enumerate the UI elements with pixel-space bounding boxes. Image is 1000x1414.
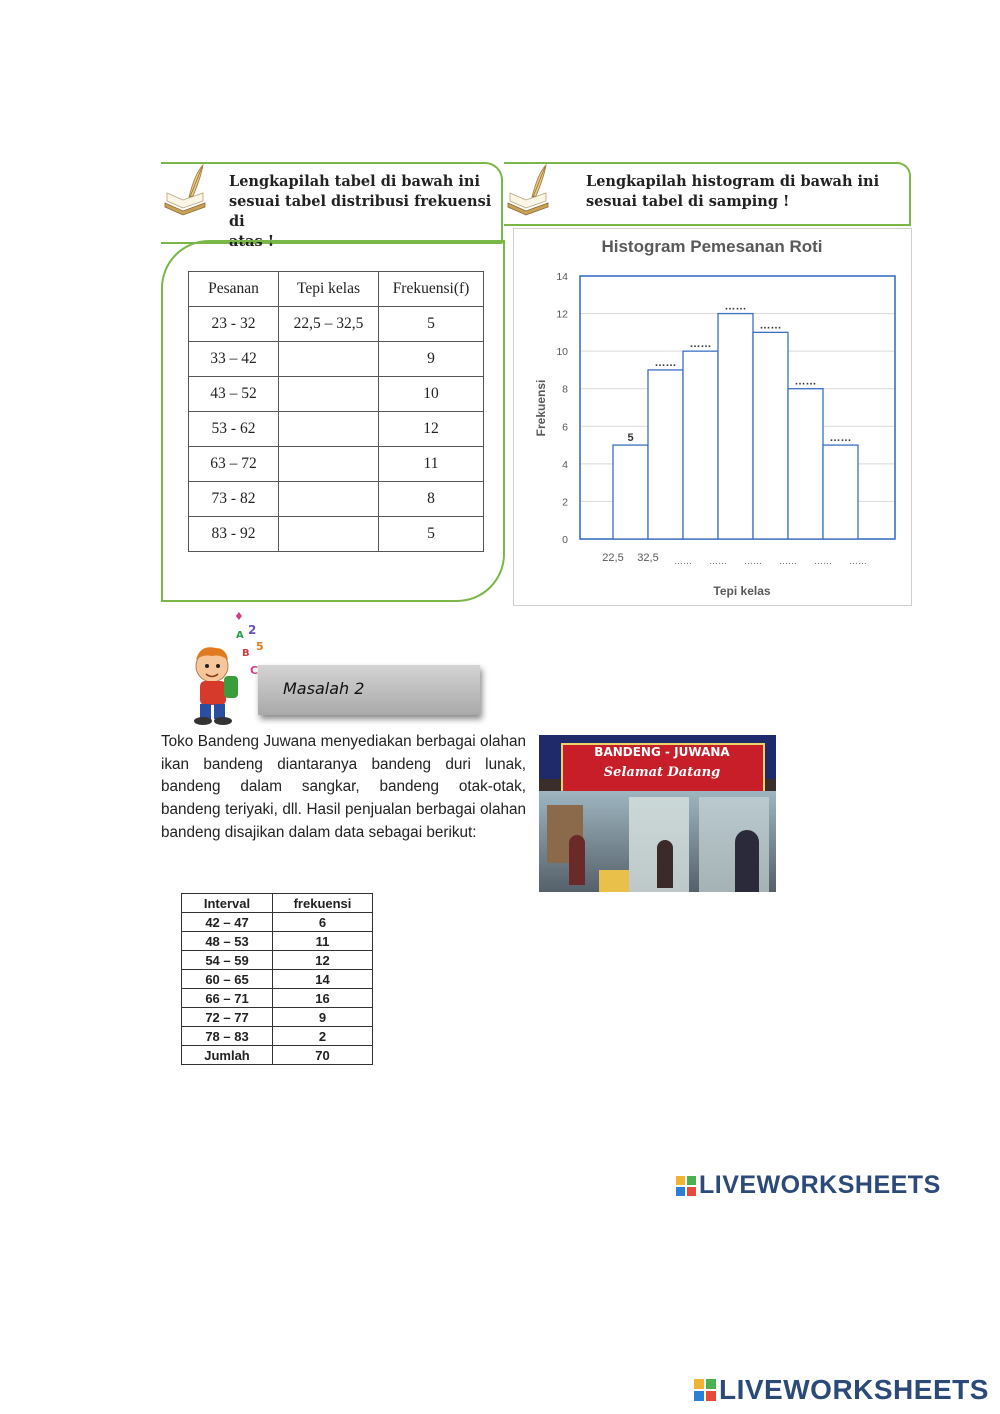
header-frekuensi: Frekuensi(f): [379, 272, 484, 307]
histogram-bar: [823, 445, 858, 539]
y-tick-label: 0: [562, 534, 568, 546]
liveworksheets-logo-text: LIVEWORKSHEETS: [699, 1171, 941, 1199]
histogram-chart: [513, 228, 911, 605]
table-row: [189, 342, 484, 377]
problem-banner: [258, 665, 480, 715]
svg-text:♦: ♦: [234, 610, 244, 623]
problem-paragraph: Toko Bandeng Juwana menyediakan berbagai olahan ikan bandeng diantaranya bandeng duri lunak, bandeng dalam sangkar, bandeng otak-otak, bandeng teriyaki, dll. Hasil penjualan berbagai olahan bandeng disajikan dalam data sebagai berikut:: [161, 733, 526, 841]
table-row: [182, 1027, 373, 1046]
header-frekuensi: frekuensi: [273, 894, 373, 913]
bar-value-label: ……: [759, 319, 782, 332]
interval-cell: 60 – 65: [182, 970, 273, 989]
instruction-left-line-3: atas !: [229, 233, 275, 250]
frekuensi-cell: 8: [379, 482, 484, 517]
liveworksheets-blocks-icon: [676, 1176, 696, 1196]
table-row: [189, 307, 484, 342]
frekuensi-cell: 10: [379, 377, 484, 412]
histogram-bar: [753, 332, 788, 539]
y-tick-label: 12: [556, 308, 568, 321]
chart-title: Histogram Pemesanan Roti: [601, 237, 823, 256]
header-pesanan: Pesanan: [189, 272, 279, 307]
instruction-right-line-1: Lengkapilah histogram di bawah ini: [586, 173, 880, 190]
bar-value-label: ……: [829, 432, 852, 445]
pesanan-cell: 23 - 32: [189, 307, 279, 342]
table-row: [182, 1008, 373, 1027]
table-row: [189, 447, 484, 482]
x-axis-label: Tepi kelas: [713, 584, 771, 598]
bar-value-label: 5: [627, 432, 634, 445]
liveworksheets-blocks-icon: [694, 1379, 716, 1401]
frekuensi-cell: 12: [379, 412, 484, 447]
interval-cell: 54 – 59: [182, 951, 273, 970]
tepi-kelas-input-cell[interactable]: [279, 377, 379, 412]
x-tick-label: 32,5: [637, 552, 659, 564]
distribution-table: [188, 271, 484, 552]
frekuensi-cell: 2: [273, 1027, 373, 1046]
interval-cell: 66 – 71: [182, 989, 273, 1008]
bar-value-label: ……: [654, 356, 677, 369]
svg-text:B: B: [242, 648, 250, 659]
header-tepi-kelas: Tepi kelas: [279, 272, 379, 307]
frekuensi-cell: 9: [273, 1008, 373, 1027]
header-interval: Interval: [182, 894, 273, 913]
liveworksheets-logo: [676, 1171, 941, 1200]
tepi-kelas-input-cell[interactable]: [279, 412, 379, 447]
frekuensi-cell: 16: [273, 989, 373, 1008]
x-tick-label: ……: [779, 556, 797, 566]
svg-text:5: 5: [256, 640, 264, 653]
problem-banner-title: Masalah 2: [283, 679, 365, 698]
table-row: [189, 412, 484, 447]
table-total-row: [182, 1046, 373, 1065]
interval-cell: 42 – 47: [182, 913, 273, 932]
table-row: [182, 951, 373, 970]
table-header-row: [189, 272, 484, 307]
tepi-kelas-input-cell[interactable]: [279, 447, 379, 482]
y-tick-label: 4: [562, 458, 568, 471]
pesanan-cell: 53 - 62: [189, 412, 279, 447]
bar-value-label: ……: [689, 338, 712, 351]
y-tick-label: 10: [556, 346, 568, 359]
table-header-row: [182, 894, 373, 913]
instruction-right-text: [586, 172, 886, 212]
x-tick-label: ……: [849, 556, 867, 566]
pesanan-cell: 73 - 82: [189, 482, 279, 517]
liveworksheets-logo-footer: [694, 1374, 989, 1406]
interval-table: [181, 893, 373, 1065]
store-photo: [539, 735, 776, 892]
svg-text:2: 2: [248, 623, 257, 637]
pesanan-cell: 83 - 92: [189, 517, 279, 552]
x-tick-label: 22,5: [602, 552, 624, 564]
interval-cell: 48 – 53: [182, 932, 273, 951]
liveworksheets-logo-text: LIVEWORKSHEETS: [719, 1374, 989, 1405]
svg-text:A: A: [236, 630, 244, 641]
frekuensi-cell: 11: [273, 932, 373, 951]
x-tick-label: ……: [814, 556, 832, 566]
x-tick-label: ……: [709, 556, 727, 566]
frekuensi-cell: 11: [379, 447, 484, 482]
interval-cell: 72 – 77: [182, 1008, 273, 1027]
y-tick-label: 6: [562, 421, 568, 434]
tepi-kelas-input-cell[interactable]: [279, 342, 379, 377]
y-tick-label: 14: [556, 271, 568, 283]
frekuensi-cell: 5: [379, 307, 484, 342]
pesanan-cell: 63 – 72: [189, 447, 279, 482]
histogram-bar: [718, 314, 753, 539]
frekuensi-cell: 14: [273, 970, 373, 989]
bar-value-label: ……: [724, 300, 747, 313]
histogram-bar: [788, 389, 823, 539]
table-row: [182, 989, 373, 1008]
frekuensi-cell: 9: [379, 342, 484, 377]
frekuensi-cell: 6: [273, 913, 373, 932]
book-quill-icon: [163, 163, 207, 221]
table-row: [189, 517, 484, 552]
x-tick-label: ……: [744, 556, 762, 566]
frekuensi-cell: 5: [379, 517, 484, 552]
instruction-left-line-1: Lengkapilah tabel di bawah ini: [229, 173, 480, 190]
pesanan-cell: 33 – 42: [189, 342, 279, 377]
x-tick-label: ……: [674, 556, 692, 566]
bar-value-label: ……: [794, 375, 817, 388]
store-sign-welcome: Selamat Datang: [603, 765, 721, 780]
table-row: [182, 970, 373, 989]
histogram-bar: [648, 370, 683, 539]
table-row: [182, 913, 373, 932]
histogram-bar: [683, 351, 718, 539]
tepi-kelas-cell: 22,5 – 32,5: [279, 307, 379, 342]
frekuensi-cell: 12: [273, 951, 373, 970]
y-tick-label: 8: [562, 383, 568, 396]
tepi-kelas-input-cell[interactable]: [279, 482, 379, 517]
store-sign-name: BANDENG - JUWANA: [594, 745, 730, 759]
jumlah-label: Jumlah: [182, 1046, 273, 1065]
interval-cell: 78 – 83: [182, 1027, 273, 1046]
y-tick-label: 2: [562, 496, 568, 509]
table-row: [189, 482, 484, 517]
pesanan-cell: 43 – 52: [189, 377, 279, 412]
book-quill-icon-2: [506, 163, 550, 221]
histogram-bar: [613, 445, 648, 539]
jumlah-value: 70: [273, 1046, 373, 1065]
instruction-left-line-2: sesuai tabel distribusi frekuensi di: [229, 193, 492, 230]
svg-text:C: C: [250, 664, 259, 677]
y-axis-label: Frekuensi: [534, 379, 548, 437]
instruction-right-line-2: sesuai tabel di samping !: [586, 193, 790, 210]
tepi-kelas-input-cell[interactable]: [279, 517, 379, 552]
table-row: [182, 932, 373, 951]
table-row: [189, 377, 484, 412]
